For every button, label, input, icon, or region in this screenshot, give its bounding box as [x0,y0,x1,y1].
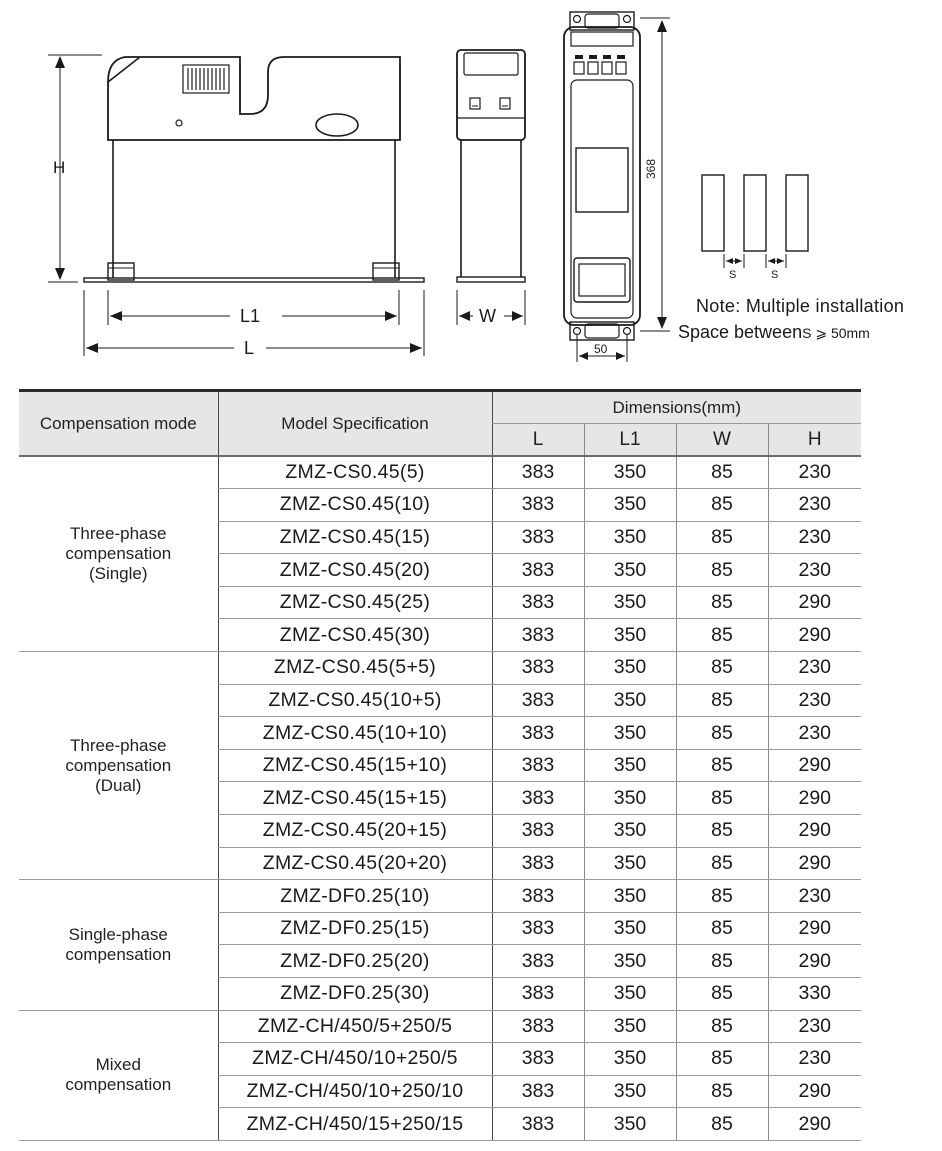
spacing-gap-label-2: S [771,269,779,281]
dim-l-cell: 383 [492,749,584,782]
model-spec-cell: ZMZ-CS0.45(5+5) [218,652,492,685]
dim-w-cell: 85 [676,554,768,587]
spacing-drawing [702,175,808,268]
dim-w-cell: 85 [676,1075,768,1108]
compensation-mode-line: Single-phase [68,924,168,944]
dim-l1-cell: 350 [584,684,676,717]
table-row [19,456,861,489]
dim-w-cell: 85 [676,489,768,522]
dim-w-cell: 85 [676,1108,768,1141]
dim-w-cell: 85 [676,652,768,685]
model-spec-cell: ZMZ-CS0.45(10+5) [218,684,492,717]
length-dimension-label: L [244,338,255,358]
dim-l1-cell: 350 [584,782,676,815]
dim-l1-cell: 350 [584,1010,676,1043]
dim-l1-cell: 350 [584,945,676,978]
dim-w-cell: 85 [676,945,768,978]
dim-l-cell: 383 [492,1043,584,1076]
dim-w-cell: 85 [676,978,768,1011]
dim-l1-cell: 350 [584,652,676,685]
header-col-w: W [676,424,768,457]
model-spec-cell: ZMZ-CS0.45(15+10) [218,749,492,782]
dim-l1-cell: 350 [584,619,676,652]
compensation-mode-cell [19,652,218,880]
model-spec-cell: ZMZ-CS0.45(10) [218,489,492,522]
compensation-mode-line: Three-phase [70,735,167,755]
dim-h-cell: 230 [768,880,861,913]
dim-l-cell: 383 [492,619,584,652]
dim-l-cell: 383 [492,880,584,913]
model-spec-cell: ZMZ-CS0.45(5) [218,456,492,489]
back-height-value-label: 368 [644,158,659,180]
compensation-mode-cell [19,456,218,652]
inner-length-dimension-label: L1 [240,306,261,326]
installation-note-line2 [678,322,870,343]
dim-l-cell: 383 [492,521,584,554]
dim-l1-cell: 350 [584,456,676,489]
dim-l-cell: 383 [492,912,584,945]
dim-l-cell: 383 [492,1075,584,1108]
dim-l1-cell: 350 [584,586,676,619]
dim-h-cell: 230 [768,489,861,522]
table-row [19,880,861,913]
table-body [19,456,861,1140]
header-dimensions: Dimensions(mm) [492,391,861,424]
dim-l1-cell: 350 [584,847,676,880]
dim-l-cell: 383 [492,684,584,717]
dim-h-cell: 290 [768,749,861,782]
dim-h-cell: 290 [768,619,861,652]
dim-w-cell: 85 [676,880,768,913]
model-spec-cell: ZMZ-CS0.45(15+15) [218,782,492,815]
compensation-mode-line: compensation [65,1075,172,1095]
dim-l1-cell: 350 [584,1043,676,1076]
dim-l-cell: 383 [492,586,584,619]
dim-l1-cell: 350 [584,521,676,554]
dim-w-cell: 85 [676,717,768,750]
back-width-value-label: 50 [594,342,608,356]
dim-l1-cell: 350 [584,978,676,1011]
model-spec-cell: ZMZ-CS0.45(20+20) [218,847,492,880]
compensation-mode-line: compensation [65,944,172,964]
dim-l1-cell: 350 [584,554,676,587]
front-view-drawing [48,55,424,356]
dim-h-cell: 230 [768,554,861,587]
dim-l-cell: 383 [492,815,584,848]
dim-h-cell: 290 [768,847,861,880]
table-row [19,1010,861,1043]
compensation-mode-line: compensation [65,755,172,775]
dim-l-cell: 383 [492,847,584,880]
header-col-l1: L1 [584,424,676,457]
installation-note-prefix: Space between [678,322,803,342]
model-spec-cell: ZMZ-CS0.45(30) [218,619,492,652]
dim-h-cell: 230 [768,652,861,685]
model-spec-cell: ZMZ-CS0.45(25) [218,586,492,619]
header-model-specification: Model Specification [218,391,492,457]
dim-w-cell: 85 [676,749,768,782]
dim-h-cell: 230 [768,1043,861,1076]
installation-note-line1: Note: Multiple installation [696,296,905,316]
dim-h-cell: 230 [768,684,861,717]
compensation-mode-line: (Dual) [95,775,142,795]
model-spec-cell: ZMZ-CH/450/15+250/15 [218,1108,492,1141]
dim-l1-cell: 350 [584,1075,676,1108]
model-spec-cell: ZMZ-CH/450/10+250/10 [218,1075,492,1108]
dim-l-cell: 383 [492,978,584,1011]
dim-h-cell: 290 [768,586,861,619]
dim-h-cell: 290 [768,912,861,945]
compensation-mode-line: compensation [65,544,172,564]
model-spec-cell: ZMZ-CS0.45(20+15) [218,815,492,848]
dimension-drawings [0,0,942,385]
width-dimension-label: W [479,306,496,326]
header-compensation-mode: Compensation mode [19,391,218,457]
dim-l-cell: 383 [492,456,584,489]
dim-l-cell: 383 [492,554,584,587]
model-spec-cell: ZMZ-DF0.25(20) [218,945,492,978]
dim-l1-cell: 350 [584,717,676,750]
dimensions-table [19,389,861,1141]
installation-note-spacing-value: S ⩾ 50mm [802,325,870,341]
dim-h-cell: 290 [768,782,861,815]
dim-w-cell: 85 [676,1043,768,1076]
model-spec-cell: ZMZ-DF0.25(30) [218,978,492,1011]
dim-w-cell: 85 [676,619,768,652]
model-spec-cell: ZMZ-CS0.45(10+10) [218,717,492,750]
dim-l1-cell: 350 [584,815,676,848]
compensation-mode-cell [19,880,218,1010]
dim-h-cell: 230 [768,456,861,489]
height-dimension-label: H [53,158,66,177]
dim-w-cell: 85 [676,847,768,880]
dim-l-cell: 383 [492,1010,584,1043]
header-col-l: L [492,424,584,457]
table-header-row-top [19,391,861,424]
model-spec-cell: ZMZ-CS0.45(20) [218,554,492,587]
dim-l-cell: 383 [492,1108,584,1141]
dim-l1-cell: 350 [584,489,676,522]
dim-h-cell: 290 [768,815,861,848]
dim-l1-cell: 350 [584,912,676,945]
dim-l1-cell: 350 [584,749,676,782]
model-spec-cell: ZMZ-CH/450/10+250/5 [218,1043,492,1076]
compensation-mode-line: Mixed [95,1055,141,1075]
dim-w-cell: 85 [676,782,768,815]
dim-h-cell: 290 [768,1108,861,1141]
dim-w-cell: 85 [676,1010,768,1043]
compensation-mode-cell [19,1010,218,1140]
compensation-mode-line: Three-phase [70,524,167,544]
dim-w-cell: 85 [676,684,768,717]
dim-w-cell: 85 [676,815,768,848]
dim-w-cell: 85 [676,586,768,619]
dim-h-cell: 230 [768,521,861,554]
dim-h-cell: 290 [768,945,861,978]
dim-l-cell: 383 [492,782,584,815]
model-spec-cell: ZMZ-DF0.25(15) [218,912,492,945]
dim-w-cell: 85 [676,521,768,554]
side-view-drawing [457,50,525,325]
dim-l-cell: 383 [492,489,584,522]
spacing-gap-label-1: S [729,269,737,281]
model-spec-cell: ZMZ-DF0.25(10) [218,880,492,913]
dim-w-cell: 85 [676,912,768,945]
model-spec-cell: ZMZ-CH/450/5+250/5 [218,1010,492,1043]
dim-h-cell: 230 [768,1010,861,1043]
dim-l1-cell: 350 [584,880,676,913]
header-col-h: H [768,424,861,457]
dim-l-cell: 383 [492,945,584,978]
table-row [19,652,861,685]
model-spec-cell: ZMZ-CS0.45(15) [218,521,492,554]
table-header [19,391,861,457]
dim-h-cell: 330 [768,978,861,1011]
dim-l-cell: 383 [492,717,584,750]
compensation-mode-line: (Single) [88,564,148,584]
back-view-drawing [564,12,670,362]
dim-w-cell: 85 [676,456,768,489]
dim-l1-cell: 350 [584,1108,676,1141]
dim-h-cell: 290 [768,1075,861,1108]
dim-l-cell: 383 [492,652,584,685]
dim-h-cell: 230 [768,717,861,750]
